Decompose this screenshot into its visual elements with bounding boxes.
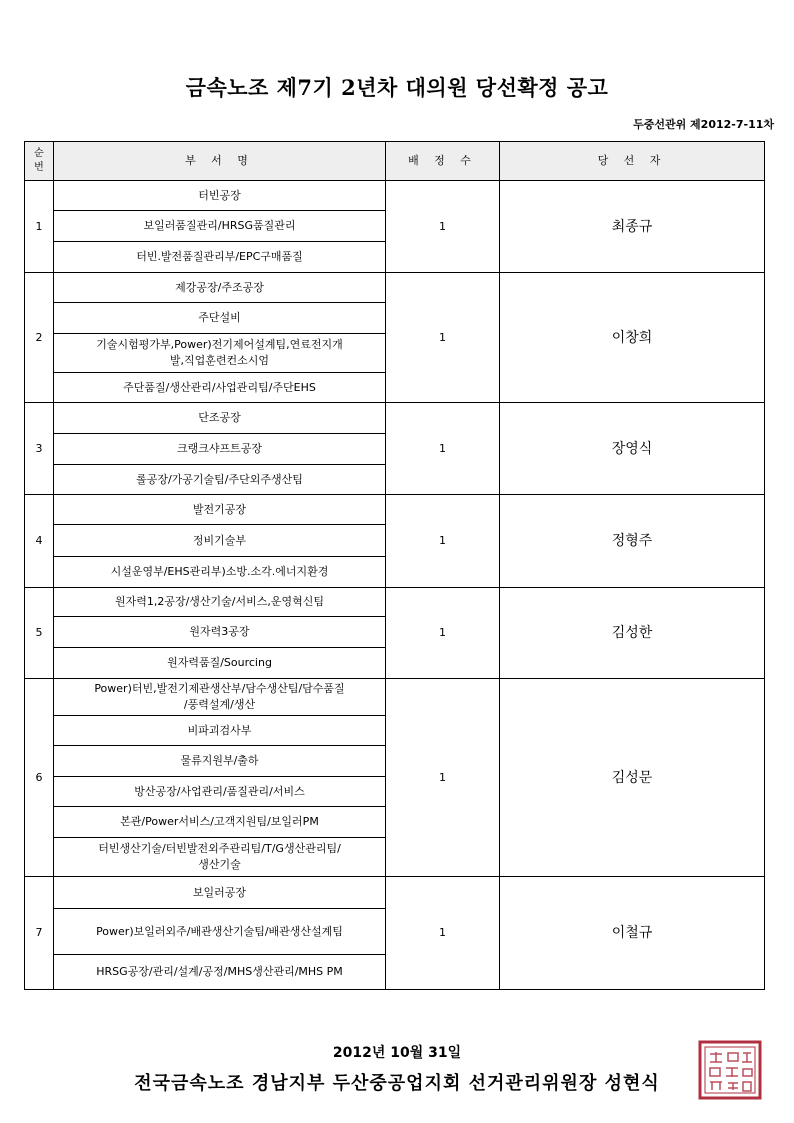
- quota-cell: 1: [386, 679, 500, 877]
- department-name: 제강공장/주조공장: [175, 280, 264, 294]
- department-cell: [54, 303, 386, 334]
- department-name: 발,직업훈련컨소시엄: [169, 354, 270, 367]
- table-row: [25, 181, 765, 211]
- department-name: 원자력3공장: [189, 625, 250, 638]
- department-name: 정비기술부: [192, 533, 247, 547]
- department-name: 발전기공장: [192, 502, 247, 516]
- winner-name: 김성문: [500, 679, 765, 877]
- header-no: [25, 142, 54, 181]
- quota-cell: 1: [386, 403, 500, 495]
- department-cell: [54, 434, 386, 465]
- department-cell: [54, 746, 386, 777]
- department-name: /풍력설계/생산: [183, 698, 256, 711]
- department-name: 방산공장/사업관리/품질관리/서비스: [134, 784, 305, 798]
- department-name: 터빈.발전품질관리부/EPC구매품질: [136, 250, 303, 263]
- quota-cell: 1: [386, 877, 500, 990]
- department-cell: [54, 373, 386, 403]
- table-body: [25, 181, 765, 990]
- department-cell: [54, 588, 386, 617]
- quota-cell: 1: [386, 273, 500, 403]
- winner-name: 정형주: [500, 495, 765, 588]
- department-cell: [54, 242, 386, 273]
- row-number: 2: [25, 273, 54, 403]
- department-name: 본관/Power서비스/고객지원팀/보일러PM: [120, 815, 319, 828]
- row-number: 3: [25, 403, 54, 495]
- header-winner: 당 선 자: [500, 142, 765, 181]
- winner-name: 김성한: [500, 588, 765, 679]
- department-cell: [54, 181, 386, 211]
- department-name: 터빈공장: [198, 188, 241, 202]
- page-title: 금속노조 제7기 2년차 대의원 당선확정 공고: [185, 75, 609, 100]
- winners-table: [24, 141, 765, 990]
- winner-name: 이철규: [500, 877, 765, 990]
- department-cell: [54, 807, 386, 838]
- table-header: [25, 142, 765, 181]
- department-cell: [54, 955, 386, 990]
- department-cell: [54, 679, 386, 716]
- department-cell: [54, 465, 386, 495]
- header-no-line2: 번: [34, 162, 44, 173]
- department-name: 물류지원부/출하: [180, 754, 259, 767]
- department-name: 원자력품질/Sourcing: [167, 656, 272, 669]
- department-name: 보일러품질관리/HRSG품질관리: [143, 219, 296, 232]
- header-quota: 배 정 수: [386, 142, 500, 181]
- department-cell: [54, 495, 386, 525]
- announcement-date: 2012년 10월 31일: [332, 1045, 462, 1061]
- department-name: 단조공장: [198, 411, 241, 424]
- department-name: Power)터빈,발전기제관생산부/담수생산팀/담수품질: [94, 682, 345, 695]
- department-name: 주단품질/생산관리/사업관리팀/주단EHS: [123, 380, 316, 394]
- department-name: 크랭크샤프트공장: [176, 442, 262, 455]
- row-number: 6: [25, 679, 54, 877]
- department-name: Power)보일러외주/배관생산기술팀/배관생산설계팀: [96, 924, 343, 938]
- winner-name: 최종규: [500, 181, 765, 273]
- winner-name: 장영식: [500, 403, 765, 495]
- department-name: 기술시험평가부,Power)전기제어설계팀,연료전지개: [96, 338, 343, 351]
- table-row: [25, 403, 765, 434]
- department-name: 원자력1,2공장/생산기술/서비스,운영혁신팀: [114, 595, 325, 608]
- row-number: 4: [25, 495, 54, 588]
- department-cell: [54, 273, 386, 303]
- department-cell: [54, 211, 386, 242]
- table-row: [25, 588, 765, 617]
- department-name: 생산기술: [198, 858, 241, 871]
- department-cell: [54, 334, 386, 373]
- department-name: 주단설비: [198, 311, 241, 324]
- row-number: 1: [25, 181, 54, 273]
- table-row: [25, 273, 765, 303]
- header-no-line1: 순: [34, 148, 44, 159]
- quota-cell: 1: [386, 588, 500, 679]
- header-department: 부 서 명: [54, 142, 386, 181]
- department-cell: [54, 777, 386, 807]
- department-cell: [54, 877, 386, 909]
- quota-cell: 1: [386, 495, 500, 588]
- signature-line: 전국금속노조 경남지부 두산중공업지회 선거관리위원장 성현식: [134, 1073, 660, 1094]
- row-number: 5: [25, 588, 54, 679]
- document-number: 두중선관위 제2012-7-11차: [633, 118, 774, 131]
- department-cell: [54, 838, 386, 877]
- department-name: 터빈생산기술/터빈발전외주관리팀/T/G생산관리팀/: [98, 842, 341, 855]
- table-row: [25, 495, 765, 525]
- row-number: 7: [25, 877, 54, 990]
- official-seal: [698, 1040, 762, 1100]
- table-row: [25, 679, 765, 716]
- quota-cell: 1: [386, 181, 500, 273]
- header-row: [25, 142, 765, 181]
- department-cell: [54, 557, 386, 588]
- department-cell: [54, 403, 386, 434]
- department-name: 비파괴검사부: [187, 723, 252, 737]
- department-cell: [54, 617, 386, 648]
- department-cell: [54, 716, 386, 746]
- table-row: [25, 877, 765, 909]
- department-name: HRSG공장/관리/설계/공정/MHS생산관리/MHS PM: [96, 965, 343, 978]
- department-cell: [54, 648, 386, 679]
- department-cell: [54, 909, 386, 955]
- department-cell: [54, 525, 386, 557]
- department-name: 시설운영부/EHS관리부)소방.소각.에너지환경: [110, 565, 329, 578]
- winner-name: 이창희: [500, 273, 765, 403]
- department-name: 롤공장/가공기술팀/주단외주생산팀: [136, 472, 303, 486]
- department-name: 보일러공장: [192, 885, 247, 899]
